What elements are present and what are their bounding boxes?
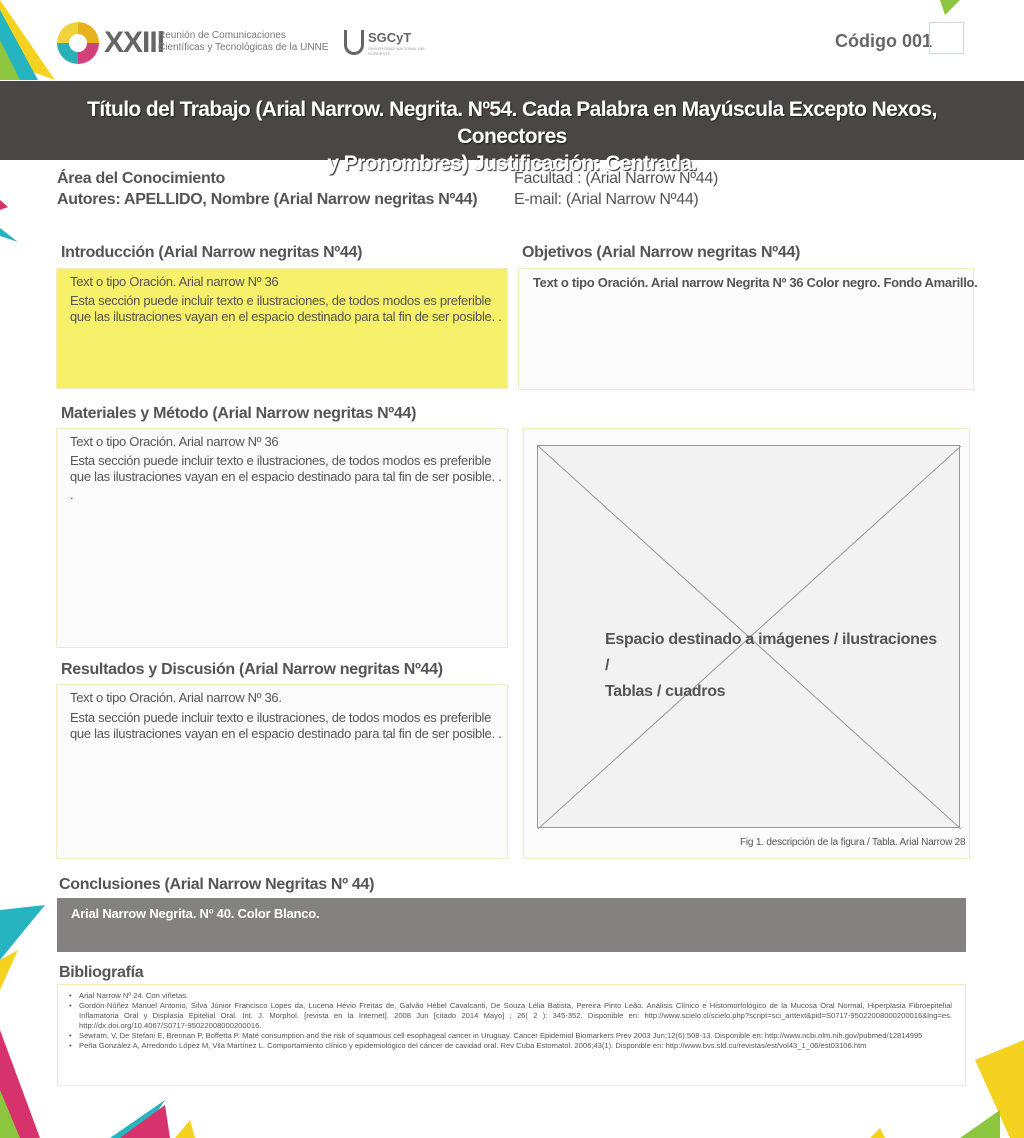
event-logo-icon [57, 22, 99, 64]
deco-left-teal [0, 228, 18, 242]
bibliografia-item: • Peña González A, Arredondo López M, Vila Martínez L. Comportamiento clínico y epidemiológico del cáncer de cavidad oral. Rev Cuba Estomatol. 2006;43(1). Disponible en: http://www.bvs.sld.cu/revistas/est/vol43_1_06/est03106.htm [69, 1041, 952, 1051]
deco-bottom-red [120, 1105, 170, 1138]
conclusiones-heading: Conclusiones (Arial Narrow Negritas Nº 44) [59, 876, 375, 893]
resultados-line3: que las ilustraciones vayan en el espacio destinado para tal fin de ser posible. . [70, 726, 502, 741]
facultad-label: Facultad : (Arial Narrow Nº44) [514, 170, 719, 187]
image-placeholder-label [605, 627, 945, 705]
event-logo-text-line2: Científicas y Tecnológicas de la UNNE [158, 42, 329, 53]
deco-top-right-green [940, 0, 960, 15]
introduccion-heading: Introducción (Arial Narrow negritas Nº44) [61, 244, 363, 261]
objetivos-line1: Text o tipo Oración. Arial narrow Negrita Nº 36 Color negro. Fondo Amarillo. [533, 275, 978, 290]
materiales-line2: Esta sección puede incluir texto e ilustraciones, de todos modos es preferible [70, 453, 492, 468]
autores-label: Autores: APELLIDO, Nombre (Arial Narrow negritas Nº44) [57, 191, 478, 208]
email-label: E-mail: (Arial Narrow Nº44) [514, 191, 699, 208]
area-label: Área del Conocimiento [57, 170, 225, 187]
deco-bottom-left-teal [0, 905, 45, 960]
introduccion-line2: Esta sección puede incluir texto e ilustraciones, de todos modos es preferible [70, 293, 492, 308]
introduccion-line3: que las ilustraciones vayan en el espacio destinado para tal fin de ser posible. . [70, 309, 502, 324]
bibliografia-heading: Bibliografía [59, 964, 144, 981]
deco-bottom-right-green [960, 1110, 1000, 1138]
page-title-line2: y Pronombres) Justificación: Centrada. [327, 152, 697, 175]
page-title-line1: Título del Trabajo (Arial Narrow. Negrita. Nº54. Cada Palabra en Mayúscula Excepto Nexos, Conectores [87, 98, 937, 148]
materiales-line3: que las ilustraciones vayan en el espacio destinado para tal fin de ser posible. . [70, 469, 502, 484]
event-logo-number: XXIII [104, 26, 165, 59]
resultados-heading: Resultados y Discusión (Arial Narrow negritas Nº44) [61, 661, 443, 678]
codigo-box [929, 22, 964, 54]
codigo-label: Código 001 [835, 31, 933, 51]
placeholder-line2: Tablas / cuadros [605, 683, 726, 700]
page-title [60, 96, 964, 177]
deco-left-red [0, 200, 8, 210]
sgcyt-logo-icon [344, 30, 364, 55]
bibliografia-list [69, 991, 952, 1051]
deco-bottom-mid-yellow [870, 1128, 885, 1138]
event-logo-text-line1: Reunión de Comunicaciones [158, 30, 286, 41]
introduccion-line1: Text o tipo Oración. Arial narrow Nº 36 [70, 274, 279, 289]
deco-bottom-yellow [175, 1120, 195, 1138]
bibliografia-item: • Gordón-Núñez Manuel Antonio, Silva Júnior Francisco Lopes da, Lucena Hévio Freitas de, Galvão Hébel Cavalcanti, De Souza Lélia Batista, Pereira Pinto Leão. Análisis Clínico e Histomorfológico de la Mucosa Oral Normal, Hiperplasia Fibroepitelial Inflamatoria Oral y Displasia Epitelial Oral. Int. J. Morphol. [revista en la Internet]. 2008 Jun [citado 2014 Mayo] ; 26( 2 ): 345-352. Disponible en: http://www.scielo.cl/scielo.php?script=sci_arttext&pid=S0717-95022008000200016&lng=es. http://dx.doi.org/10.4067/S0717-95022008000200016. [69, 1001, 952, 1031]
bibliografia-item: • Arial Narrow Nº 24. Con viñetas. [69, 991, 952, 1001]
objetivos-heading: Objetivos (Arial Narrow negritas Nº44) [522, 244, 801, 261]
figure-caption: Fig 1. descripción de la figura / Tabla. Arial Narrow 28 [740, 837, 966, 848]
materiales-line1: Text o tipo Oración. Arial narrow Nº 36 [70, 434, 279, 449]
materiales-line4: . [70, 487, 74, 502]
resultados-line2: Esta sección puede incluir texto e ilustraciones, de todos modos es preferible [70, 710, 492, 725]
placeholder-line1: Espacio destinado a imágenes / ilustraciones / [605, 631, 937, 674]
bibliografia-item: • Sewram, V, De Stefani E, Brennan P, Boffetta P. Maté consumption and the risk of squamous cell esophageal cancer in Uruguay. Cancer Epidemiol Biomarkers Prev 2003 Jun;12(6):508-13. Disponible en: http://www.ncbi.nlm.nih.gov/pubmed/12814995 [69, 1031, 952, 1041]
conclusiones-text: Arial Narrow Negrita. Nº 40. Color Blanco. [71, 906, 320, 921]
materiales-heading: Materiales y Método (Arial Narrow negritas Nº44) [61, 405, 417, 422]
sgcyt-subtitle: UNIVERSIDAD NACIONAL DEL NORDESTE [368, 46, 426, 56]
event-logo-text [158, 30, 328, 54]
sgcyt-name: SGCyT [368, 30, 412, 45]
resultados-line1: Text o tipo Oración. Arial narrow Nº 36. [70, 690, 282, 705]
